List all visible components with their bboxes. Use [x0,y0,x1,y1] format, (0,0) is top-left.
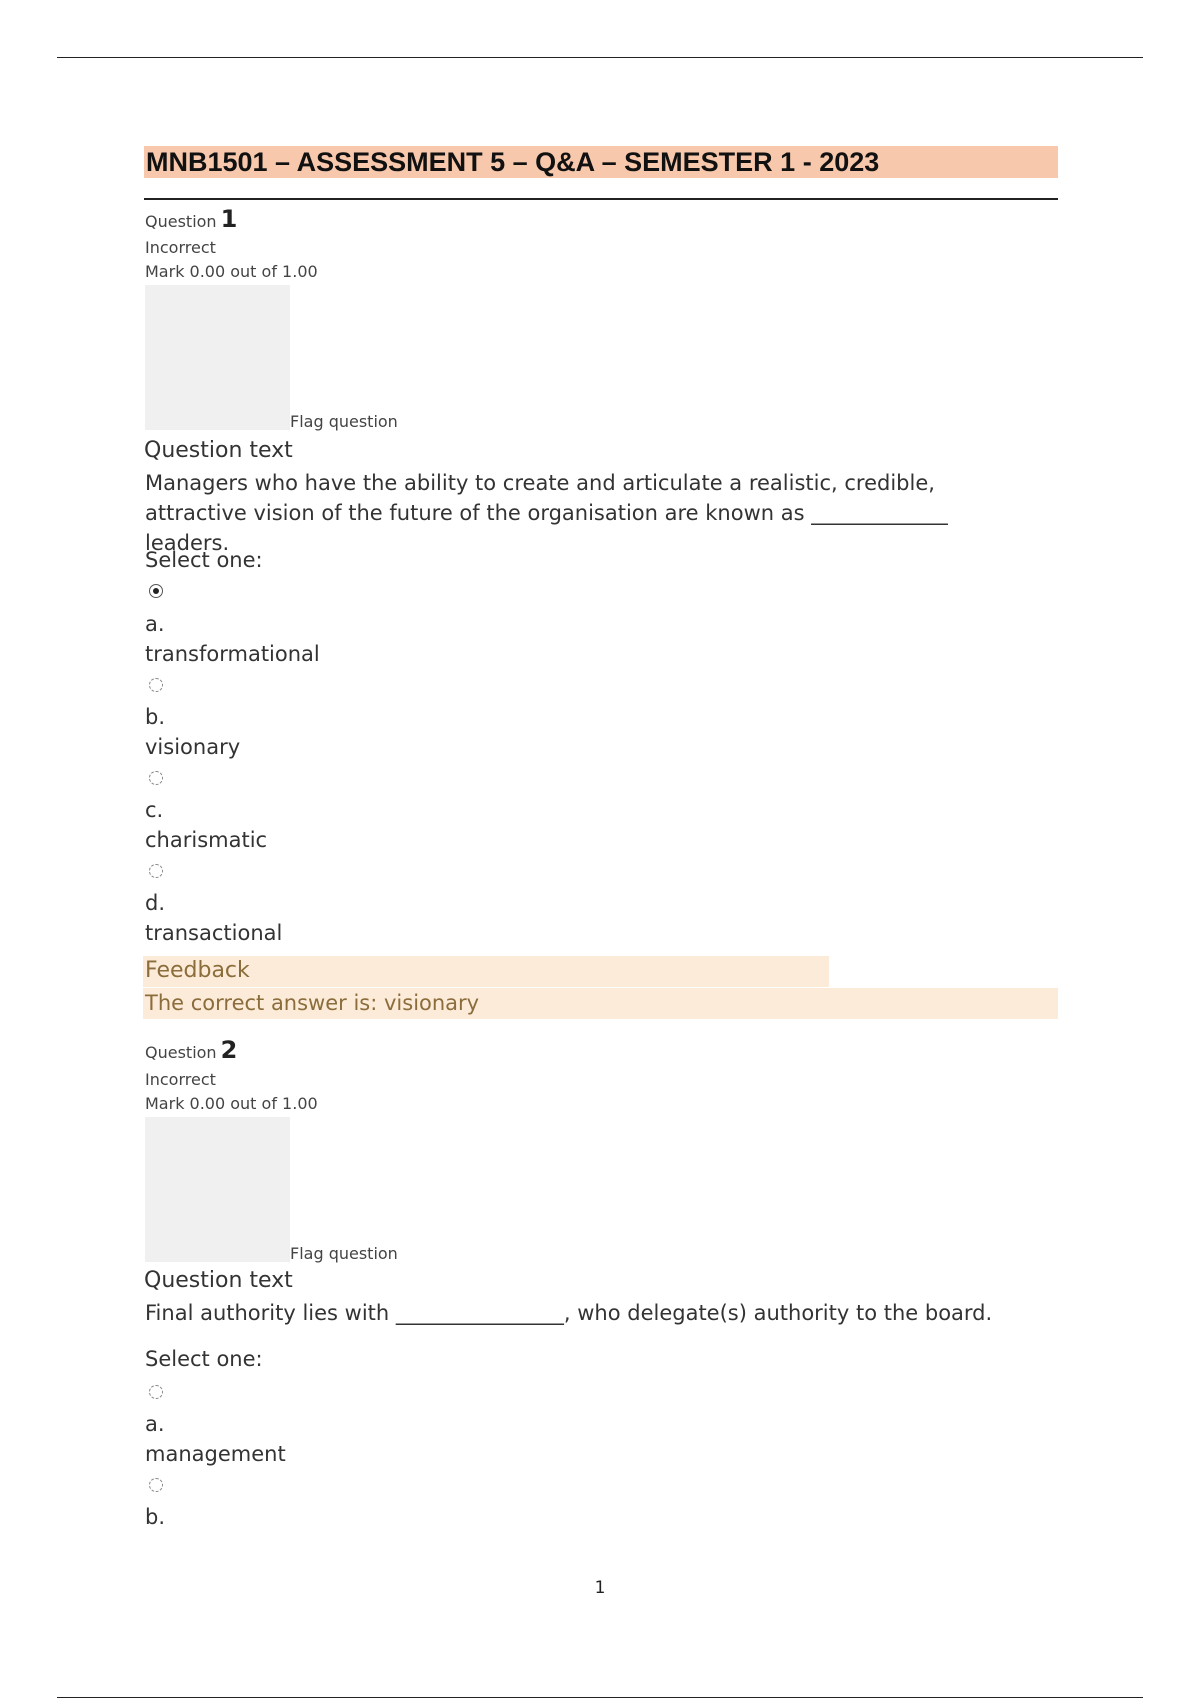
question-text-heading: Question text [144,438,293,463]
question-word: Question [145,1043,217,1062]
question-text-heading: Question text [144,1268,293,1293]
document-title-banner [144,146,1058,178]
option-d-text[interactable]: transactional [145,921,283,945]
feedback-answer: The correct answer is: visionary [145,991,480,1015]
question-word: Question [145,212,217,231]
question-number: 1 [220,205,238,233]
option-a-radio[interactable] [149,584,163,598]
option-a-text[interactable]: management [145,1442,286,1466]
option-a-letter: a. [145,1412,165,1436]
option-a-radio[interactable] [149,1385,163,1399]
option-a-letter: a. [145,612,165,636]
flag-question-link[interactable]: Flag question [290,412,398,431]
feedback-heading-box [143,956,829,987]
feedback-answer-box [143,988,1058,1019]
option-b-letter: b. [145,705,166,729]
select-one-label: Select one: [145,1347,263,1371]
select-one-label: Select one: [145,548,263,572]
question-number-label [145,205,237,233]
question-mark: Mark 0.00 out of 1.00 [145,1094,318,1113]
flag-question-link[interactable]: Flag question [290,1244,398,1263]
question-status: Incorrect [145,238,216,257]
flag-icon[interactable] [145,1117,290,1262]
option-a-text[interactable]: transformational [145,642,320,666]
question-mark: Mark 0.00 out of 1.00 [145,262,318,281]
feedback-heading: Feedback [145,958,250,983]
option-b-text[interactable]: visionary [145,735,241,759]
option-b-radio[interactable] [149,678,163,692]
option-d-radio[interactable] [149,864,163,878]
question-number-label [145,1036,237,1064]
title-underline [144,198,1058,200]
option-d-letter: d. [145,891,166,915]
question-number: 2 [220,1036,238,1064]
question-text: Managers who have the ability to create and articulate a realistic, credible, attractive vision of the future of the organisation are known as _____________ leaders. [145,471,948,555]
option-c-radio[interactable] [149,771,163,785]
bottom-border-rule [57,1697,1143,1698]
top-border-rule [57,57,1143,58]
flag-icon[interactable] [145,285,290,430]
document-title: MNB1501 – ASSESSMENT 5 – Q&A – SEMESTER 1 - 2023 [146,147,880,177]
option-b-radio[interactable] [149,1478,163,1492]
question-text: Final authority lies with ________________, who delegate(s) authority to the board. [145,1301,993,1325]
option-c-text[interactable]: charismatic [145,828,268,852]
option-c-letter: c. [145,798,164,822]
option-b-letter: b. [145,1505,166,1529]
question-status: Incorrect [145,1070,216,1089]
page-number: 1 [594,1578,606,1598]
